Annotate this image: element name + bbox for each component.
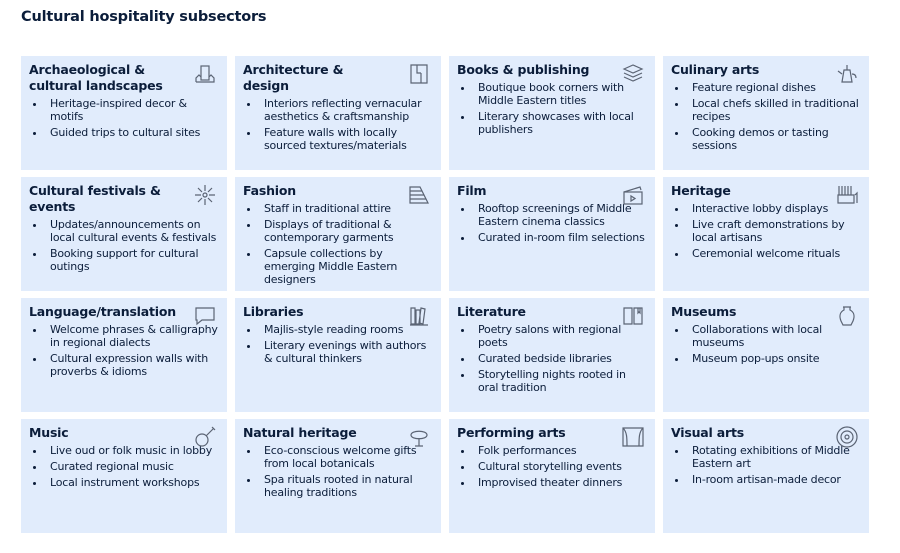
subsector-card <box>21 419 227 533</box>
subsector-item: • Cultural storytelling events <box>474 460 647 473</box>
subsector-title: Museums <box>671 304 737 319</box>
subsector-title: Performing arts <box>457 425 566 440</box>
subsector-items <box>243 323 433 365</box>
subsector-item: • Boutique book corners with Middle Eastern titles <box>474 81 647 107</box>
fabric-icon <box>407 183 431 207</box>
subsector-card <box>663 56 869 170</box>
subsector-card <box>235 298 441 412</box>
tree-icon <box>407 425 431 449</box>
subsector-item: • Curated bedside libraries <box>474 352 647 365</box>
subsector-items <box>29 218 219 273</box>
subsector-title: Cultural festivals & events <box>29 183 161 214</box>
subsector-card <box>21 298 227 412</box>
subsector-card <box>449 419 655 533</box>
subsector-item: • Live craft demonstrations by local artisans <box>688 218 861 244</box>
subsector-title: Language/translation <box>29 304 176 319</box>
subsector-item: • Majlis-style reading rooms <box>260 323 433 336</box>
blueprint-icon <box>407 62 431 86</box>
subsector-item: • Interiors reflecting vernacular aesthetics & craftsmanship <box>260 97 433 123</box>
vase-icon <box>835 304 859 328</box>
subsector-title: Libraries <box>243 304 304 319</box>
stage-icon <box>621 425 645 449</box>
subsector-item: • Improvised theater dinners <box>474 476 647 489</box>
subsector-item: • Interactive lobby displays <box>688 202 861 215</box>
subsector-item: • Storytelling nights rooted in oral tradition <box>474 368 647 394</box>
bookshelf-icon <box>407 304 431 328</box>
subsector-card <box>449 177 655 291</box>
subsector-title: Music <box>29 425 69 440</box>
subsector-title: Fashion <box>243 183 296 198</box>
subsector-items <box>457 444 647 489</box>
subsector-items <box>457 202 647 244</box>
subsector-card <box>449 56 655 170</box>
subsector-item: • Feature regional dishes <box>688 81 861 94</box>
subsector-item: • Literary showcases with local publishers <box>474 110 647 136</box>
subsector-items <box>243 202 433 286</box>
open-book-icon <box>621 304 645 328</box>
coffee-pot-icon <box>835 62 859 86</box>
subsector-grid <box>21 56 869 533</box>
subsector-card <box>21 177 227 291</box>
subsector-item: • Live oud or folk music in lobby <box>46 444 219 457</box>
subsector-item: • Feature walls with locally sourced textures/materials <box>260 126 433 152</box>
subsector-title: Archaeological & cultural landscapes <box>29 62 163 93</box>
subsector-title: Film <box>457 183 487 198</box>
subsector-item: • Poetry salons with regional poets <box>474 323 647 349</box>
oud-icon <box>193 425 217 449</box>
subsector-title: Architecture & design <box>243 62 344 93</box>
subsector-items <box>29 323 219 378</box>
subsector-items <box>457 323 647 394</box>
castle-icon <box>193 62 217 86</box>
subsector-item: • Cultural expression walls with proverbs & idioms <box>46 352 219 378</box>
subsector-items <box>671 81 861 152</box>
subsector-items <box>243 97 433 152</box>
clapperboard-icon <box>621 183 645 207</box>
subsector-item: • Folk performances <box>474 444 647 457</box>
subsector-item: • Collaborations with local museums <box>688 323 861 349</box>
rosette-icon <box>835 425 859 449</box>
subsector-item: • Staff in traditional attire <box>260 202 433 215</box>
subsector-item: • In-room artisan-made decor <box>688 473 861 486</box>
subsector-item: • Capsule collections by emerging Middle Eastern designers <box>260 247 433 286</box>
subsector-title: Culinary arts <box>671 62 760 77</box>
subsector-item: • Rooftop screenings of Middle Eastern cinema classics <box>474 202 647 228</box>
subsector-items <box>671 444 861 486</box>
subsector-item: • Guided trips to cultural sites <box>46 126 219 139</box>
subsector-items <box>29 97 219 139</box>
subsector-card <box>235 56 441 170</box>
subsector-item: • Curated in-room film selections <box>474 231 647 244</box>
subsector-card <box>235 419 441 533</box>
subsector-item: • Curated regional music <box>46 460 219 473</box>
subsector-title: Visual arts <box>671 425 744 440</box>
subsector-title: Books & publishing <box>457 62 590 77</box>
subsector-card <box>663 177 869 291</box>
speech-bubble-icon <box>193 304 217 328</box>
subsector-item: • Museum pop-ups onsite <box>688 352 861 365</box>
subsector-item: • Cooking demos or tasting sessions <box>688 126 861 152</box>
page-title: Cultural hospitality subsectors <box>21 9 267 25</box>
subsector-item: • Booking support for cultural outings <box>46 247 219 273</box>
subsector-item: • Updates/announcements on local cultural events & festivals <box>46 218 219 244</box>
subsector-items <box>29 444 219 489</box>
subsector-card <box>235 177 441 291</box>
subsector-card <box>449 298 655 412</box>
subsector-card <box>21 56 227 170</box>
subsector-item: • Eco-conscious welcome gifts from local botanicals <box>260 444 433 470</box>
subsector-title: Heritage <box>671 183 731 198</box>
book-stack-icon <box>621 62 645 86</box>
fireworks-icon <box>193 183 217 207</box>
subsector-item: • Displays of traditional & contemporary garments <box>260 218 433 244</box>
subsector-items <box>457 81 647 136</box>
subsector-item: • Local instrument workshops <box>46 476 219 489</box>
subsector-card <box>663 298 869 412</box>
subsector-title: Natural heritage <box>243 425 357 440</box>
subsector-title: Literature <box>457 304 526 319</box>
subsector-items <box>243 444 433 499</box>
subsector-items <box>671 323 861 365</box>
subsector-item: • Local chefs skilled in traditional recipes <box>688 97 861 123</box>
subsector-item: • Literary evenings with authors & cultural thinkers <box>260 339 433 365</box>
subsector-item: • Spa rituals rooted in natural healing traditions <box>260 473 433 499</box>
subsector-item: • Rotating exhibitions of Middle Eastern art <box>688 444 861 470</box>
loom-icon <box>835 183 859 207</box>
subsector-items <box>671 202 861 260</box>
subsector-item: • Heritage-inspired decor & motifs <box>46 97 219 123</box>
subsector-item: • Welcome phrases & calligraphy in regional dialects <box>46 323 219 349</box>
subsector-card <box>663 419 869 533</box>
subsector-item: • Ceremonial welcome rituals <box>688 247 861 260</box>
